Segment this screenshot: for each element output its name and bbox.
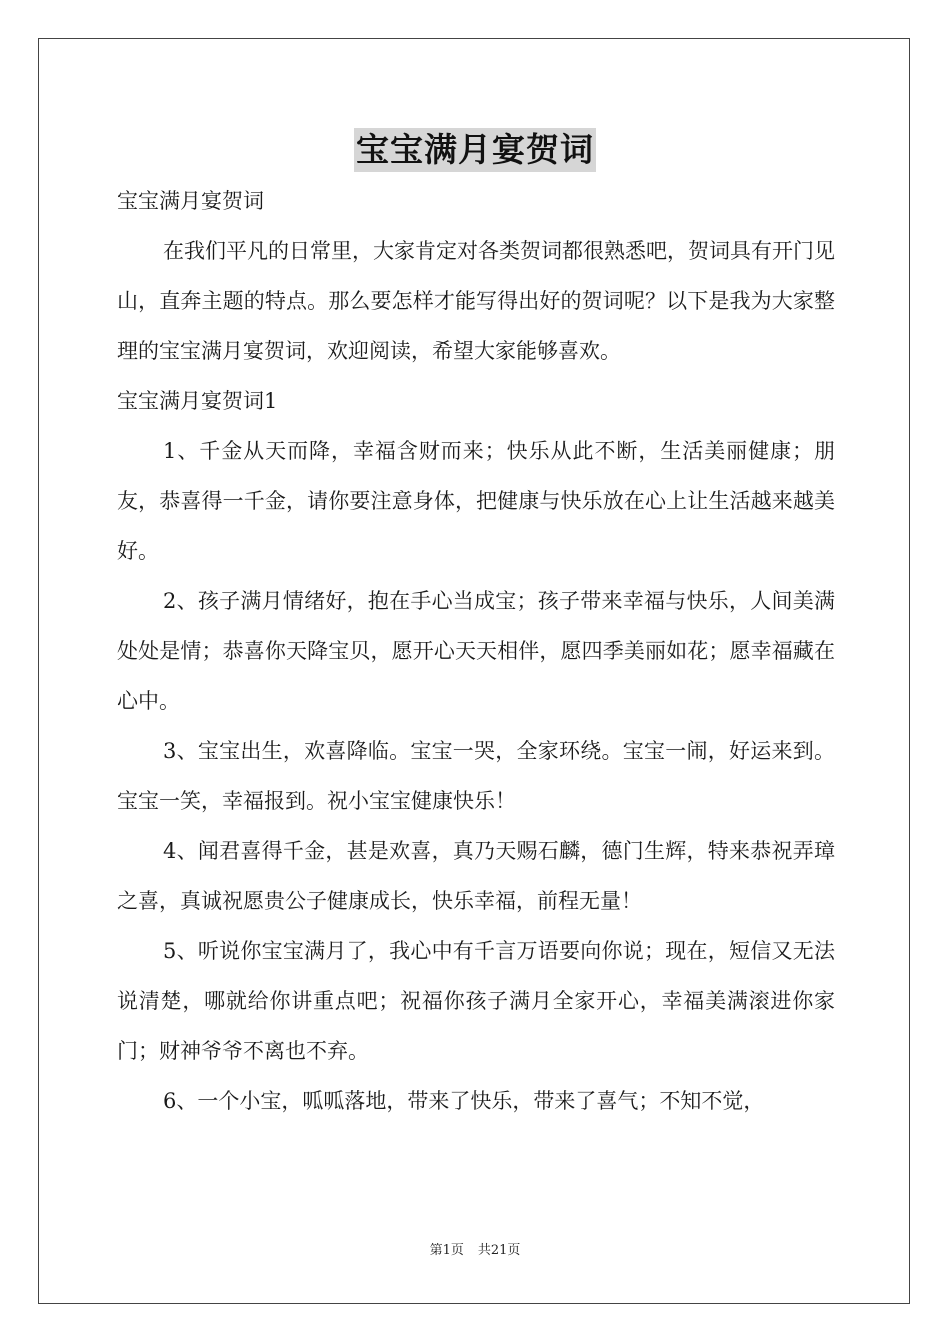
document-title: 宝宝满月宴贺词	[354, 128, 596, 172]
section-heading: 宝宝满月宴贺词1	[117, 389, 278, 413]
greeting-item-2: 2、孩子满月情绪好，抱在手心当成宝；孩子带来幸福与快乐，人间美满处处是情；恭喜你天降宝贝，愿开心天天相伴，愿四季美丽如花；愿幸福藏在心中。	[117, 589, 835, 713]
greeting-item-4: 4、闻君喜得千金，甚是欢喜，真乃天赐石麟，德门生辉，特来恭祝弄璋之喜，真诚祝愿贵公子健康成长，快乐幸福，前程无量！	[117, 839, 835, 913]
page-footer	[0, 1242, 950, 1260]
title-container	[0, 128, 950, 172]
intro-paragraph: 在我们平凡的日常里，大家肯定对各类贺词都很熟悉吧，贺词具有开门见山，直奔主题的特点。那么要怎样才能写得出好的贺词呢？以下是我为大家整理的宝宝满月宴贺词，欢迎阅读，希望大家能够喜欢。	[117, 239, 835, 363]
document-subtitle: 宝宝满月宴贺词	[117, 189, 264, 213]
greeting-item-3: 3、宝宝出生，欢喜降临。宝宝一哭，全家环绕。宝宝一闹，好运来到。宝宝一笑，幸福报到。祝小宝宝健康快乐！	[117, 739, 835, 813]
greeting-item-1: 1、千金从天而降，幸福含财而来；快乐从此不断，生活美丽健康；朋友，恭喜得一千金，请你要注意身体，把健康与快乐放在心上让生活越来越美好。	[117, 439, 835, 563]
document-body	[117, 176, 835, 1126]
page-total: 共21页	[477, 1243, 521, 1258]
greeting-item-5: 5、听说你宝宝满月了，我心中有千言万语要向你说；现在，短信又无法说清楚，哪就给你讲重点吧；祝福你孩子满月全家开心，幸福美满滚进你家门；财神爷爷不离也不弃。	[117, 939, 835, 1063]
greeting-item-6: 6、一个小宝，呱呱落地，带来了快乐，带来了喜气；不知不觉，	[163, 1089, 765, 1113]
page-number: 第1页	[429, 1243, 464, 1258]
